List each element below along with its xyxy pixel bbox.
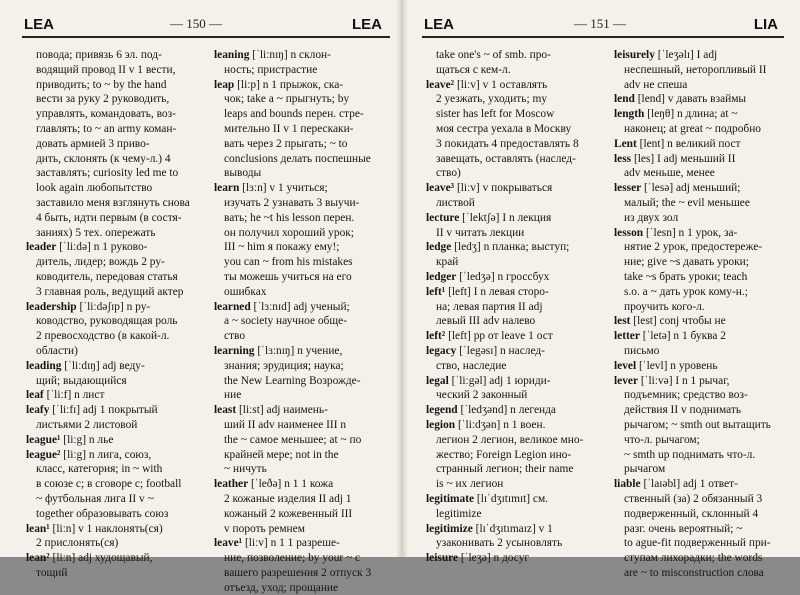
dictionary-line: из двух зол xyxy=(624,211,679,224)
dictionary-line: leave¹ [liːv] n 1 1 разреше- xyxy=(214,537,340,550)
left-header-rule xyxy=(22,36,390,38)
dictionary-line: ство xyxy=(224,330,246,343)
left-page-number: — 150 — xyxy=(170,16,222,31)
dictionary-line: take one's ~ of smb. про- xyxy=(436,49,551,61)
dictionary-line: щий; выдающийся xyxy=(36,374,127,387)
dictionary-line: ledge [ledʒ] n планка; выступ; xyxy=(426,241,570,254)
right-guide-word-right: LIA xyxy=(753,16,778,33)
dictionary-line: leaps and bounds перен. стре- xyxy=(224,108,364,121)
dictionary-line: lend [lend] v давать взаймы xyxy=(614,93,747,106)
dictionary-line: чок; take a ~ прыгнуть; by xyxy=(224,93,350,106)
dictionary-line: you can ~ from his mistakes xyxy=(224,256,353,269)
dictionary-line: кожаный 2 кожевенный III xyxy=(224,507,353,520)
dictionary-line: II v читать лекции xyxy=(436,226,525,239)
dictionary-line: s.o. a ~ дать урок кому-н.; xyxy=(624,285,748,298)
dictionary-line: lecture [ˈlektʃə] I n лекция xyxy=(426,211,552,224)
dictionary-line: to ague-fit подверженный при- xyxy=(624,537,771,550)
dictionary-line: the New Learning Возрожде- xyxy=(224,374,361,387)
dictionary-line: 2 прислонять(ся) xyxy=(36,537,119,550)
right-column-2 xyxy=(614,48,786,581)
dictionary-line: liable [ˈlaɪəbl] adj 1 ответ- xyxy=(614,478,738,491)
dictionary-line: look again любопытство xyxy=(36,182,153,195)
dictionary-line: довать армией 3 приво- xyxy=(36,137,150,150)
dictionary-line: области) xyxy=(36,344,78,357)
right-guide-word: LEA xyxy=(424,16,454,33)
dictionary-line: нятие 2 урок, предостереже- xyxy=(624,241,763,254)
dictionary-line: странный легион; their name xyxy=(436,463,574,476)
dictionary-line: is ~ их легион xyxy=(436,478,504,491)
dictionary-line: узаконивать 2 усыновлять xyxy=(436,537,563,550)
left-guide-word: LEA xyxy=(24,16,54,33)
dictionary-line: вать; he ~t his lesson перен. xyxy=(224,211,355,224)
dictionary-line: ~ футбольная лига II v ~ xyxy=(36,492,154,505)
dictionary-line: III ~ him я покажу ему!; xyxy=(224,241,340,254)
dictionary-line: вать через 2 прыгать; ~ to xyxy=(224,137,348,150)
right-page-number: — 151 — xyxy=(574,16,626,31)
dictionary-line: leafy [ˈliːfɪ] adj 1 покрытый xyxy=(26,404,158,417)
dictionary-line: are ~ to misconstruction слова xyxy=(624,566,764,579)
dictionary-line: legacy [ˈlegəsɪ] n наслед- xyxy=(426,344,545,357)
dictionary-line: ты можешь учиться на его xyxy=(224,270,352,283)
dictionary-line: наконец; at great ~ подробно xyxy=(624,122,761,135)
dictionary-line: рычагом; ~ smth out вытащить xyxy=(624,418,771,431)
dictionary-line: подъемник; средство воз- xyxy=(624,389,748,402)
dictionary-line: изучать 2 узнавать 3 выучи- xyxy=(224,196,360,209)
dictionary-line: legitimate [lɪˈdʒɪtɪmɪt] см. xyxy=(426,492,549,505)
dictionary-line: заставило меня взглянуть снова xyxy=(36,196,190,209)
dictionary-line: подверженный, склонный 4 xyxy=(624,507,759,520)
dictionary-line: щаться с кем-л. xyxy=(436,63,511,76)
dictionary-line: letter [ˈletə] n 1 буква 2 xyxy=(614,330,726,343)
left-page xyxy=(0,0,398,594)
dictionary-line: Lent [lent] n великий пост xyxy=(614,137,741,150)
dictionary-line: моя сестра уехала в Москву xyxy=(436,122,572,135)
dictionary-line: 3 покидать 4 предоставлять 8 xyxy=(436,137,579,150)
dictionary-line: знания; эрудиция; наука; xyxy=(224,359,344,372)
dictionary-line: он получил хороший урок; xyxy=(224,226,354,239)
dictionary-line: левый III adv налево xyxy=(436,315,536,328)
dictionary-line: выводы xyxy=(224,167,262,180)
dictionary-line: листвой xyxy=(436,196,475,209)
dictionary-line: управлять, командовать, воз- xyxy=(36,108,176,121)
dictionary-line: 3 главная роль, ведущий актер xyxy=(36,285,184,298)
dictionary-line: жество; Foreign Legion ино- xyxy=(436,448,572,461)
dictionary-line: 4 быть, идти первым (в состя- xyxy=(36,211,182,224)
dictionary-line: ство) xyxy=(436,167,461,180)
dictionary-line: a ~ society научное обще- xyxy=(224,315,347,328)
dictionary-line: together образовывать союз xyxy=(36,507,169,520)
dictionary-line: 2 превосходство (в какой-л. xyxy=(36,330,170,343)
dictionary-line: класс, категория; in ~ with xyxy=(36,463,163,476)
dictionary-line: заставлять; curiosity led me to xyxy=(36,167,179,180)
dictionary-line: learning [ˈlɜːnɪŋ] n учение, xyxy=(214,344,343,357)
dictionary-line: письмо xyxy=(624,344,660,357)
dictionary-line: the ~ самое меньшее; at ~ по xyxy=(224,433,362,446)
dictionary-line: legitimize [lɪˈdʒɪtɪmaɪz] v 1 xyxy=(426,522,553,535)
dictionary-line: lean¹ [liːn] v 1 наклонять(ся) xyxy=(26,522,163,535)
dictionary-line: leaning [ˈliːnɪŋ] n склон- xyxy=(214,49,331,61)
dictionary-line: leading [ˈliːdɪŋ] adj веду- xyxy=(26,359,145,372)
right-page xyxy=(408,0,800,579)
dictionary-line: league² [liːg] n лига, союз, xyxy=(26,448,152,461)
dictionary-line: ство, наследие xyxy=(436,359,507,372)
dictionary-line: less [les] I adj меньший II xyxy=(614,152,736,165)
dictionary-line: leadership [ˈliːdəʃɪp] n ру- xyxy=(26,300,151,313)
dictionary-line: водящий провод II v 1 вести, xyxy=(36,63,176,76)
dictionary-line: мительно II v 1 перескаки- xyxy=(224,122,354,135)
dictionary-line: заниях) 5 тех. опережать xyxy=(36,226,156,239)
dictionary-line: least [liːst] adj наимень- xyxy=(214,404,328,417)
dictionary-line: на; левая партия II adj xyxy=(436,300,543,313)
dictionary-line: adv не спеша xyxy=(624,78,688,91)
dictionary-line: разг. очень вероятный; ~ xyxy=(624,522,743,535)
dictionary-line: малый; the ~ evil меньшее xyxy=(624,196,750,209)
dictionary-line: крайней мере; not in the xyxy=(224,448,339,461)
dictionary-line: неспешный, неторопливый II xyxy=(624,63,767,76)
left-column-1 xyxy=(26,48,198,581)
dictionary-line: leap [liːp] n 1 прыжок, ска- xyxy=(214,78,344,91)
dictionary-line: v пороть ремнем xyxy=(224,522,305,535)
dictionary-line: leave³ [liːv] v покрываться xyxy=(426,182,553,195)
dictionary-line: adv меньше, менее xyxy=(624,167,715,180)
dictionary-line: 2 кожаные изделия II adj 1 xyxy=(224,492,352,505)
dictionary-line: leader [ˈliːdə] n 1 руково- xyxy=(26,241,148,254)
dictionary-line: повода; привязь 6 эл. под- xyxy=(36,49,162,61)
dictionary-line: в союзе с; в сговоре с; football xyxy=(36,478,182,491)
dictionary-line: length [leŋθ] n длина; at ~ xyxy=(614,108,738,121)
dictionary-line: что-л. рычагом; xyxy=(624,433,700,446)
dictionary-line: leisure [ˈleʒə] n досуг xyxy=(426,552,530,565)
dictionary-line: ние, позволение; by your ~ с xyxy=(224,552,361,565)
dictionary-line: lesson [ˈlesn] n 1 урок, за- xyxy=(614,226,738,239)
dictionary-line: проучить кого-л. xyxy=(624,300,705,313)
dictionary-line: тощий xyxy=(36,566,68,579)
dictionary-line: отъезд, уход; прощание xyxy=(224,581,339,594)
dictionary-line: вашего разрешения 2 отпуск 3 xyxy=(224,566,372,579)
dictionary-line: рычагом xyxy=(624,463,666,476)
dictionary-line: left¹ [left] I n левая сторо- xyxy=(426,285,549,298)
dictionary-line: league¹ [liːg] n лье xyxy=(26,433,114,446)
dictionary-line: легион 2 легион, великое мно- xyxy=(436,433,584,446)
dictionary-line: дить, склонять (к чему-л.) 4 xyxy=(36,152,171,165)
dictionary-line: главлять; to ~ an army коман- xyxy=(36,122,177,135)
dictionary-line: завещать, оставлять (наслед- xyxy=(436,152,576,165)
dictionary-line: ший II adv наименее III n xyxy=(224,418,347,431)
dictionary-line: leisurely [ˈleʒəlɪ] I adj xyxy=(614,49,718,61)
left-column-2 xyxy=(214,48,386,595)
dictionary-line: legitimize xyxy=(436,507,482,520)
dictionary-line: ~ smth up поднимать что-л. xyxy=(624,448,756,461)
dictionary-line: ledger [ˈledʒə] n гроссбух xyxy=(426,270,550,283)
dictionary-line: leather [ˈleðə] n 1 1 кожа xyxy=(214,478,334,491)
dictionary-line: ководитель, передовая статья xyxy=(36,270,178,283)
dictionary-line: sister has left for Moscow xyxy=(436,108,555,121)
dictionary-line: conclusions делать поспешные xyxy=(224,152,371,165)
book-gutter xyxy=(396,0,408,557)
left-page-header xyxy=(0,16,398,36)
dictionary-line: 2 уезжать, уходить; my xyxy=(436,93,548,106)
dictionary-line: ~ ничуть xyxy=(224,463,267,476)
dictionary-line: level [ˈlevl] n уровень xyxy=(614,359,718,372)
dictionary-line: learn [lɜːn] v 1 учиться; xyxy=(214,182,328,195)
dictionary-line: left² [left] pp от leave 1 ост xyxy=(426,330,553,343)
right-column-1 xyxy=(426,48,598,566)
dictionary-line: ошибках xyxy=(224,285,267,298)
dictionary-line: learned [ˈlɜːnɪd] adj ученый; xyxy=(214,300,350,313)
dictionary-line: leave² [liːv] v 1 оставлять xyxy=(426,78,548,91)
dictionary-line: ность; пристрастие xyxy=(224,63,318,76)
dictionary-line: lean² [liːn] adj худощавый, xyxy=(26,552,153,565)
dictionary-line: ководство, руководящая роль xyxy=(36,315,178,328)
right-header-rule xyxy=(422,36,784,38)
dictionary-line: ственный (за) 2 обязанный 3 xyxy=(624,492,763,505)
dictionary-line: вести за руку 2 руководить, xyxy=(36,93,170,106)
dictionary-line: legend [ˈledʒənd] n легенда xyxy=(426,404,556,417)
dictionary-line: приводить; to ~ by the hand xyxy=(36,78,167,91)
dictionary-line: листьями 2 листовой xyxy=(36,418,138,431)
dictionary-line: legion [ˈliːdʒən] n 1 воен. xyxy=(426,418,546,431)
dictionary-line: ческий 2 законный xyxy=(436,389,528,402)
dictionary-line: действия II v поднимать xyxy=(624,404,742,417)
dictionary-line: край xyxy=(436,256,459,269)
left-guide-word-right: LEA xyxy=(352,16,382,33)
dictionary-line: дитель, лидер; вождь 2 ру- xyxy=(36,256,165,269)
dictionary-line: lest [lest] conj чтобы не xyxy=(614,315,726,328)
right-page-header xyxy=(408,16,800,36)
dictionary-line: take ~s брать уроки; teach xyxy=(624,270,748,283)
dictionary-line: ние; give ~s давать уроки; xyxy=(624,256,749,269)
dictionary-line: ние xyxy=(224,389,242,402)
dictionary-line: ступам лихорадки; the words xyxy=(624,552,763,565)
dictionary-line: lever [ˈliːvə] I n 1 рычаг, xyxy=(614,374,730,387)
dictionary-line: leaf [ˈliːf] n лист xyxy=(26,389,105,402)
dictionary-line: lesser [ˈlesə] adj меньший; xyxy=(614,182,741,195)
dictionary-line: legal [ˈliːgəl] adj 1 юриди- xyxy=(426,374,551,387)
